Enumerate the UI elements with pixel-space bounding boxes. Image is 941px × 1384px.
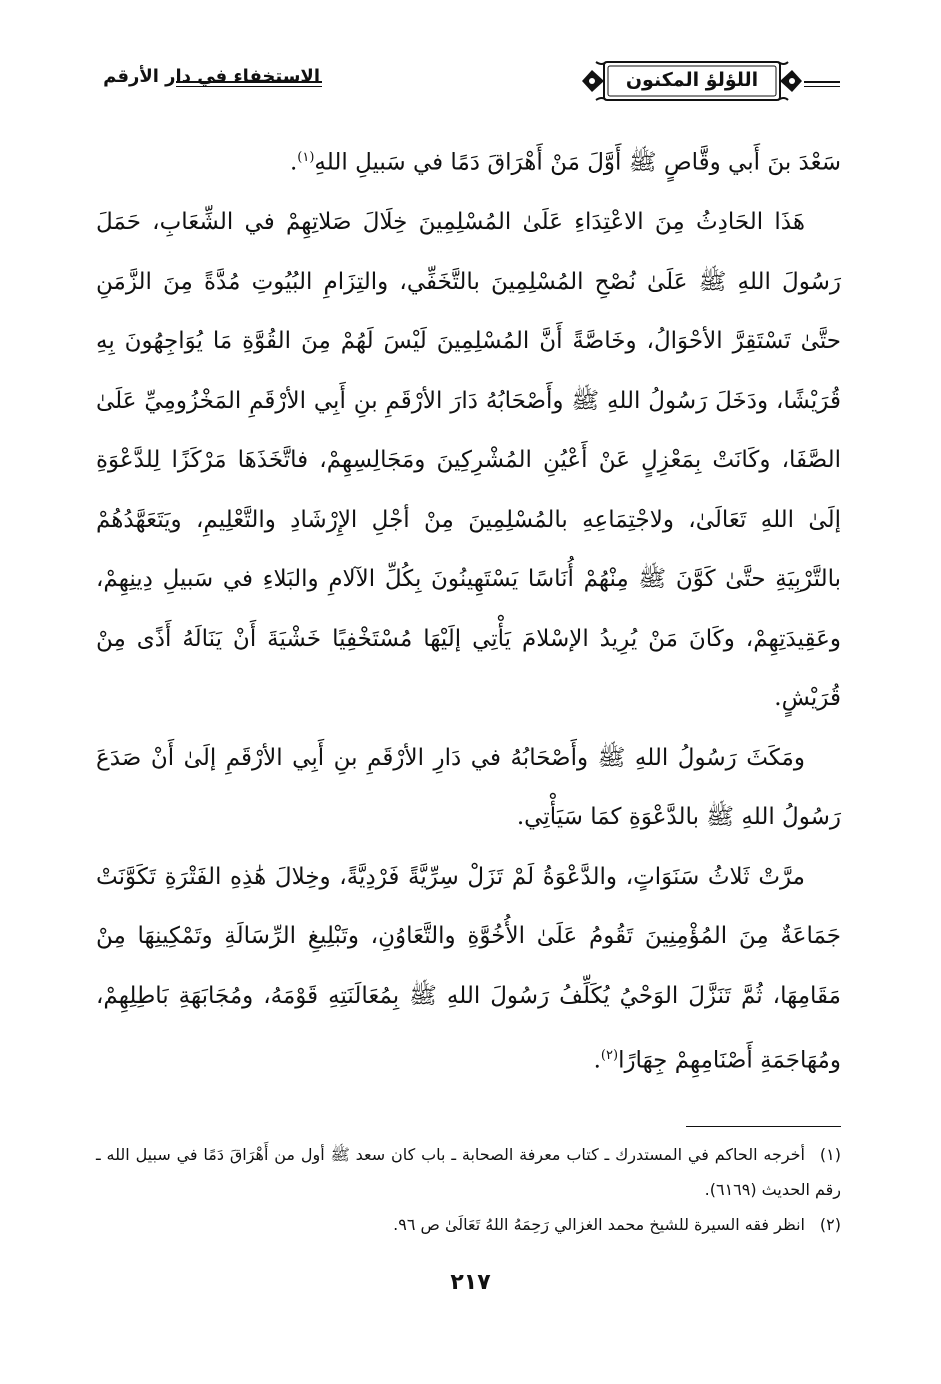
footnote-ref-1: (١)	[297, 150, 315, 165]
paragraph-4	[96, 848, 841, 1092]
book-title: اللؤلؤ المكنون	[625, 69, 759, 91]
header-rule-left	[176, 81, 322, 83]
chapter-title: الاستخفاء في دار الأرقم	[103, 66, 320, 87]
footnote-number: (٢)	[819, 1215, 841, 1234]
paragraph-1	[96, 128, 841, 193]
end-mark: .	[593, 1047, 601, 1074]
paragraph-4-text: مرَّتْ ثَلاثُ سَنَوَاتٍ، والدَّعْوَةُ لَمْ تَزَلْ سِرِّيَّةً فَرْدِيَّةً، وخِلالَ هَٰذِهِ الفَتْرَةِ تَكَوَّنَتْ جَمَاعَةٌ مِنَ المُؤْمِنِينَ تَقُومُ عَلَىٰ الأُخُوَّةِ والتَّعَاوُنِ، وتَبْلِيغِ الرِّسَالَةِ وتَمْكِينِهَا مِنْ مَقَامِهَا، ثُمَّ تَنَزَّلَ الوَحْيُ يُكَلِّفُ رَسُولَ اللهِ ﷺ بِمُعَالَنَتِهِ قَوْمَهُ، ومُجَابَهَةِ بَاطِلِهِمْ، ومُهَاجَمَةِ أَصْنَامِهِمْ جِهَارًا	[96, 863, 841, 1074]
paragraph-2: هَذَا الحَادِثُ مِنَ الاعْتِدَاءِ عَلَىٰ المُسْلِمِينَ خِلَالَ صَلاتِهِمْ في الشِّعَابِ، حَمَلَ رَسُولَ اللهِ ﷺ عَلَىٰ نُصْحِ المُسْلِمِينَ بالتَّخَفِّي، والتِزَامِ البُيُوتِ مُدَّةً مِنَ الزَّمَنِ حتَّىٰ تَسْتَقِرَّ الأحْوَالُ، وخَاصَّةً أَنَّ المُسْلِمِينَ لَيْسَ لَهُمْ مِنَ القُوَّةِ مَا يُوَاجِهُونَ بِهِ قُرَيْشًا، ودَخَلَ رَسُولُ اللهِ ﷺ وأَصْحَابُهُ دَارَ الأرْقَمِ بنِ أَبِي الأرْقَمِ المَخْزُومِيِّ عَلَىٰ الصَّفَا، وكَانَتْ بِمَعْزِلٍ عَنْ أَعْيُنِ المُشْرِكِينَ ومَجَالِسِهِمْ، فاتَّخَذَهَا مَرْكَزًا لِلدَّعْوَةِ إلَىٰ اللهِ تَعَالَىٰ، ولاجْتِمَاعِهِ بالمُسْلِمِينَ مِنْ أجْلِ الإِرْشَادِ والتَّعْلِيمِ، ويَتَعَهَّدُهُمْ بالتَّرْبِيَةِ حتَّىٰ كَوَّنَ ﷺ مِنْهُمْ أُنَاسًا يَسْتَهِينُونَ بِكُلِّ الآلامِ والبَلاءِ في سَبيلِ دِينِهِمْ، وعَقِيدَتِهِمْ، وكَانَ مَنْ يُرِيدُ الإسْلامَ يَأْتِي إلَيْهَا مُسْتَخْفِيًا خَشْيَةَ أَنْ يَنَالَهُ أَذًى مِنْ قُرَيْشٍ.	[96, 209, 841, 712]
footnote-number: (١)	[819, 1145, 841, 1164]
end-mark: .	[289, 149, 298, 176]
footnotes	[96, 1137, 841, 1242]
footnote-1	[96, 1137, 841, 1207]
footnote-2	[96, 1207, 841, 1242]
paragraph-1-text: سَعْدَ بنَ أَبي وقَّاصٍ ﷺ أَوَّلَ مَنْ أَهْرَاقَ دَمًا في سَبيلِ اللهِ	[314, 149, 841, 176]
book-title-ornament	[578, 56, 806, 106]
running-header	[80, 50, 840, 110]
footnote-text: انظر فقه السيرة للشيخ محمد الغزالي رَحِمَهُ اللهُ تَعَالَىٰ ص ٩٦.	[393, 1215, 805, 1234]
footnote-separator	[686, 1126, 841, 1127]
page-number: ٢١٧	[450, 1270, 491, 1295]
header-rule-right	[804, 81, 840, 83]
footnote-text: أخرجه الحاكم في المستدرك ـ كتاب معرفة الصحابة ـ باب كان سعد ﷺ أول من أَهْرَاقَ دَمًا في سبيل الله ـ رقم الحديث (٦١٦٩).	[96, 1145, 841, 1199]
main-text	[96, 128, 841, 1091]
footnote-ref-2: (٢)	[600, 1048, 619, 1064]
paragraph-3: ومَكَثَ رَسُولُ اللهِ ﷺ وأَصْحَابُهُ في دَارِ الأرْقَمِ بنِ أَبِي الأرْقَمِ إلَىٰ أَنْ صَدَعَ رَسُولُ اللهِ ﷺ بالدَّعْوَةِ كمَا سَيَأْتِي.	[96, 744, 841, 831]
